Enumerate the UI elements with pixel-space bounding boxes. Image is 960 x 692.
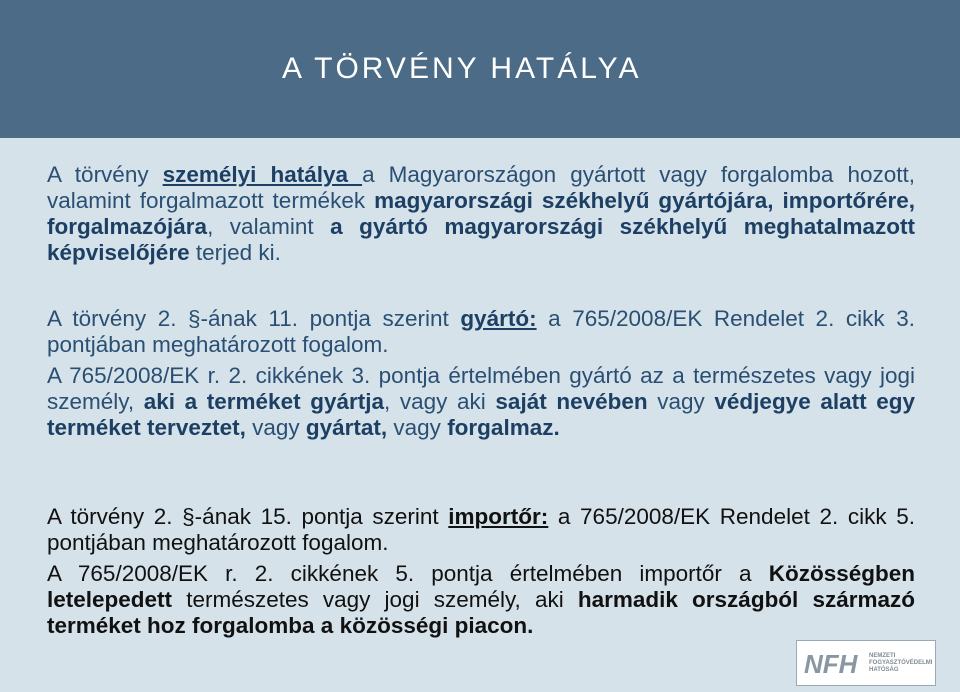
text-run: a 765/2008/EK Rendelet 2. cikk 5. pontjában meghatározott fogalom.	[47, 504, 922, 555]
text-run: magyarországi székhelyű gyártójára, importőrére, forgalmazójára	[47, 188, 922, 239]
text-run: a Magyarországon gyártott vagy forgalomba hozott, valamint forgalmazott termékek	[47, 162, 922, 213]
title-bar	[0, 0, 960, 138]
text-run: A törvény 2. §-ának 15. pontja szerint	[47, 504, 449, 529]
text-run: a 765/2008/EK Rendelet 2. cikk 3. pontjában meghatározott fogalom.	[47, 306, 922, 357]
text-run: importőr:	[448, 504, 549, 529]
text-run: , vagy aki	[384, 389, 496, 414]
text-run: A törvény 2. §-ának 11. pontja szerint	[47, 306, 461, 331]
paragraph-importer-meaning	[47, 561, 922, 639]
text-run: vagy	[647, 389, 715, 414]
nfh-logo-subtitle: NEMZETI FOGYASZTÓVÉDELMI HATÓSÁG	[869, 652, 933, 673]
paragraph-manufacturer-meaning	[47, 363, 922, 441]
text-run: gyártat,	[305, 415, 388, 440]
svg-text:NFH: NFH	[804, 649, 858, 678]
text-run: harmadik országból származó terméket hoz forgalomba a közösségi piacon.	[47, 587, 922, 638]
paragraph-manufacturer-definition	[47, 306, 922, 358]
text-run: Közösségben letelepedett	[47, 561, 922, 612]
text-run: védjegye alatt egy terméket terveztet,	[47, 389, 922, 440]
text-run: A törvény	[47, 162, 163, 187]
text-run: a gyártó magyarországi székhelyű meghatalmazott képviselőjére	[47, 214, 922, 265]
text-run: saját nevében	[495, 389, 648, 414]
text-run: vagy	[245, 415, 306, 440]
text-run: gyártó:	[460, 306, 537, 331]
text-run: A 765/2008/EK r. 2. cikkének 3. pontja értelmében gyártó az a természetes vagy jogi személy,	[47, 363, 922, 414]
text-run: terjed ki.	[189, 240, 281, 265]
slide-title: A TÖRVÉNY HATÁLYA	[282, 52, 642, 85]
text-run: vagy	[387, 415, 448, 440]
text-run: személyi hatálya	[162, 162, 363, 187]
paragraph-scope	[47, 162, 922, 266]
nfh-logo	[796, 640, 936, 686]
paragraph-importer-definition	[47, 504, 922, 556]
text-run: forgalmaz.	[447, 415, 560, 440]
nfh-logo-mark	[803, 648, 865, 678]
text-run: természetes vagy jogi személy, aki	[172, 587, 578, 612]
text-run: , valamint	[207, 214, 331, 239]
text-run: A 765/2008/EK r. 2. cikkének 5. pontja értelmében importőr a	[47, 561, 769, 586]
text-run: aki a terméket gyártja	[143, 389, 384, 414]
